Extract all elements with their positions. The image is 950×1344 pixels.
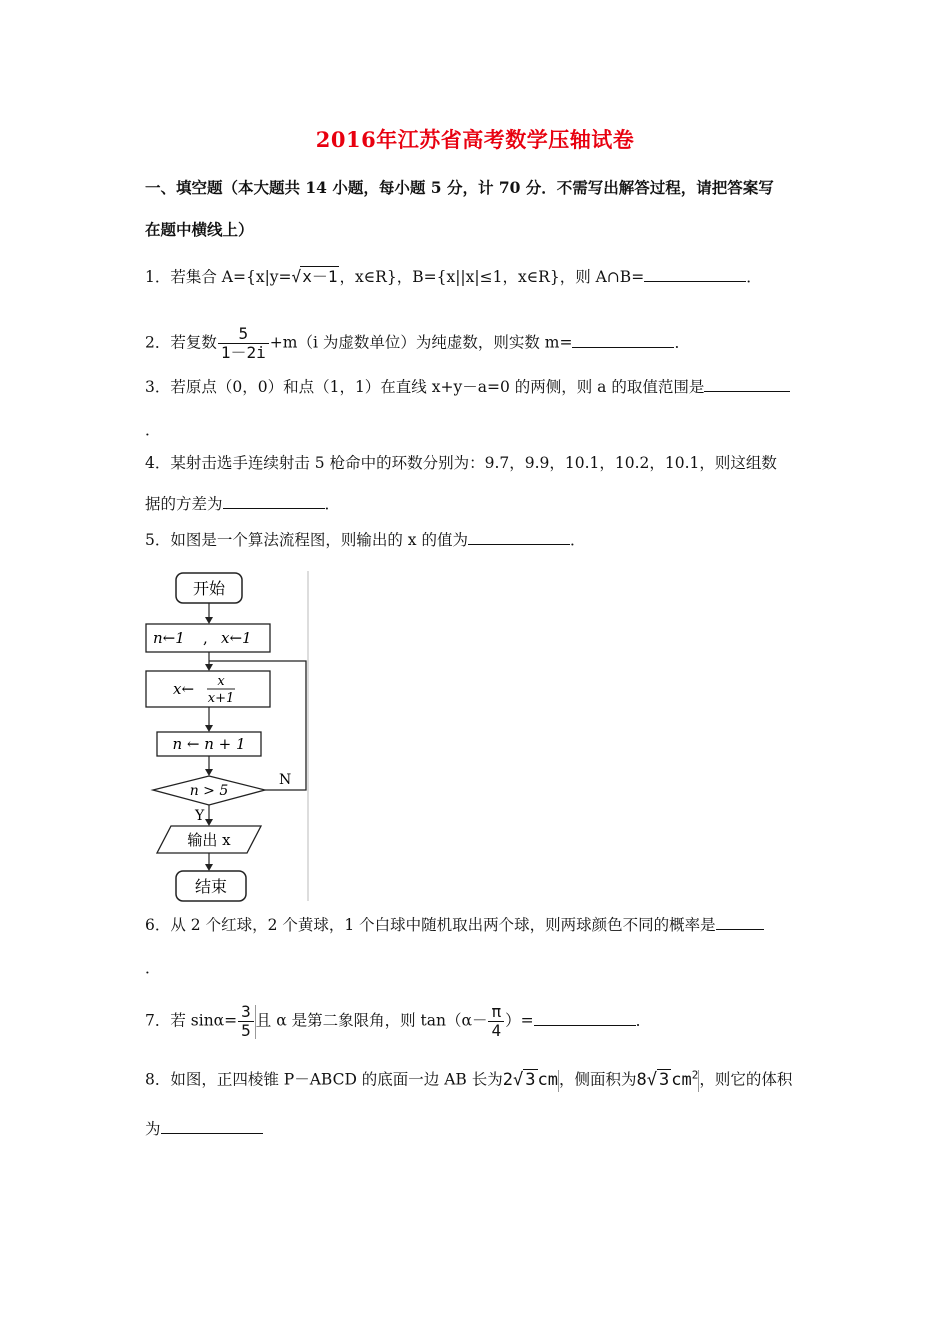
q2-text-a: 2．若复数 [145, 333, 217, 352]
q1-radicand: x－1 [302, 267, 338, 286]
q3-answer-blank[interactable] [704, 377, 790, 392]
section-heading-line1: 一、填空题（本大题共 14 小题，每小题 5 分，计 70 分．不需写出解答过程，请把答案写 [145, 178, 774, 197]
q8-length-radicand: 3 [525, 1069, 536, 1090]
q4-text-b: 据的方差为 [145, 495, 223, 513]
q7-fraction-angle [488, 1003, 504, 1040]
q7-text-c: ）= [505, 1011, 534, 1030]
exam-title: 2016年江苏省高考数学压轴试卷 [315, 127, 635, 152]
q2-numerator: 5 [238, 324, 249, 343]
q4-period: ． [324, 495, 341, 513]
q3-period: ． [145, 421, 161, 439]
q8-area-coefficient: 8 [636, 1069, 647, 1090]
q8-text-b: ，侧面积为 [558, 1070, 637, 1089]
no-branch-label: N [279, 772, 292, 788]
algorithm-flowchart [143, 568, 313, 904]
q7-sin-numerator: 3 [241, 1002, 251, 1021]
q1-sqrt: √x－1 [291, 267, 338, 286]
q6-period: ． [145, 959, 161, 977]
question-4-line2 [145, 494, 340, 514]
question-6 [145, 915, 764, 935]
q6-text-a: 6．从 2 个红球，2 个黄球，1 个白球中随机取出两个球，则两球颜色不同的概率是 [145, 916, 716, 934]
section-heading-line2: 在题中横线上） [145, 220, 254, 239]
question-8-line2 [145, 1119, 263, 1139]
q7-period: ． [635, 1011, 652, 1030]
q7-angle-denominator: 4 [488, 1021, 504, 1040]
start-label: 开始 [192, 579, 226, 598]
q7-sin-denominator: 5 [238, 1021, 254, 1040]
q3-text-a: 3．若原点（0，0）和点（1，1）在直线 x+y－a=0 的两侧，则 a 的取值范围是 [145, 378, 705, 396]
increment-n-label: n ← n + 1 [172, 735, 246, 753]
question-5 [145, 530, 585, 550]
q2-period: ． [674, 333, 690, 352]
q5-period: ． [569, 531, 586, 549]
q2-fraction [218, 325, 269, 362]
end-label: 结束 [194, 877, 228, 896]
q4-answer-blank[interactable] [223, 494, 325, 509]
q8-length-unit: cm [537, 1069, 558, 1090]
output-label: 输出 x [187, 831, 231, 849]
q8-area-unit: cm [671, 1069, 692, 1090]
q7-text-a: 7．若 sinα= [145, 1011, 238, 1030]
question-7 [145, 1003, 651, 1040]
arrowhead-3 [205, 725, 213, 732]
q8-area-radicand: 3 [659, 1069, 670, 1090]
q8-text-c: ，则它的体积 [699, 1070, 793, 1089]
q1-period: ． [746, 268, 762, 286]
q7-fraction-sin [238, 1003, 254, 1040]
q5-text-a: 5．如图是一个算法流程图，则输出的 x 的值为 [145, 531, 468, 549]
arrowhead-5 [205, 819, 213, 826]
q8-answer-blank[interactable] [161, 1119, 263, 1134]
question-1 [145, 266, 762, 287]
q8-edge-length: 2√ 3 cm [502, 1069, 558, 1090]
question-2 [145, 325, 690, 362]
init-comma: , [203, 629, 208, 647]
decision-label: n > 5 [189, 783, 229, 799]
question-4-line1: 4．某射击选手连续射击 5 枪命中的环数分别为：9.7，9.9，10.1，10.2，10.1，则这组数 [145, 454, 777, 472]
q8-text-d: 为 [145, 1120, 161, 1138]
q6-answer-blank[interactable] [716, 915, 764, 930]
assign-x-denominator: x+1 [207, 691, 235, 706]
init-x-label: x←1 [221, 629, 252, 647]
q2-text-b: +m（i 为虚数单位）为纯虚数，则实数 m= [269, 333, 573, 352]
init-n-label: n←1 [153, 629, 185, 647]
q1-text-b: ，x∈R}，B={x||x|≤1，x∈R}，则 A∩B= [339, 268, 645, 286]
q8-length-coefficient: 2 [502, 1069, 513, 1090]
question-8-line1 [145, 1065, 792, 1092]
q8-area-exponent: 2 [691, 1068, 699, 1081]
q8-lateral-area: 8√ 3 $cm^2$ [636, 1068, 699, 1090]
yes-branch-label: Y [195, 808, 205, 824]
question-3 [145, 377, 790, 397]
q8-text-a: 8．如图，正四棱锥 P－ABCD 的底面一边 AB 长为 [145, 1070, 503, 1089]
q1-answer-blank[interactable] [644, 267, 746, 282]
q7-angle-numerator: π [491, 1002, 502, 1021]
q7-answer-blank[interactable] [534, 1011, 636, 1026]
q1-text-a: 1．若集合 A={x|y= [145, 268, 292, 286]
q7-text-b: 且 α 是第二象限角，则 tan（α－ [255, 1011, 488, 1030]
q2-denominator: 1－2i [218, 343, 269, 362]
arrowhead-2 [205, 664, 213, 671]
assign-x-numerator: x [217, 674, 225, 689]
q5-answer-blank[interactable] [468, 530, 570, 545]
arrowhead-6 [205, 864, 213, 871]
assign-x-label: x← [173, 680, 195, 698]
arrowhead-4 [205, 769, 213, 776]
q2-answer-blank[interactable] [572, 333, 674, 348]
arrowhead-1 [205, 617, 213, 624]
